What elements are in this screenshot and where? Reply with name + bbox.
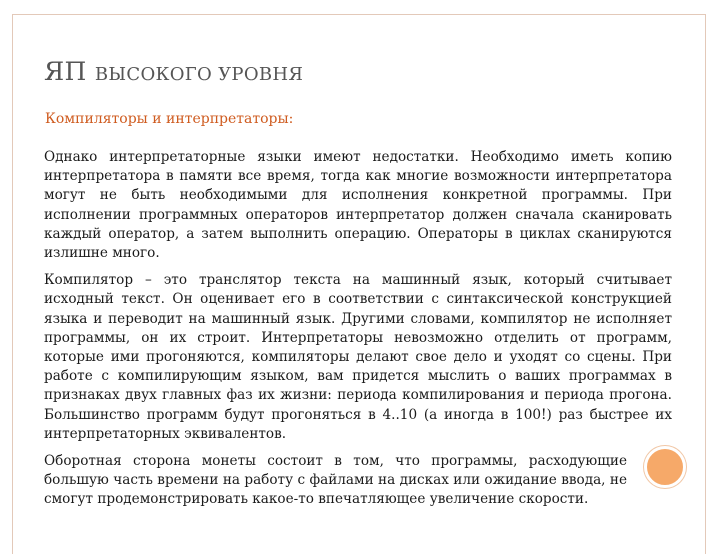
paragraph-flip-side: Оборотная сторона монеты состоит в том, что программы, расходующие большую часть времени на работу с файлами на дисках или ожидание ввода, не смогут продемонстрировать какое-то впечатляющее увеличение скорости. [44, 453, 627, 508]
slide-subtitle: Компиляторы и интерпретаторы: [45, 111, 294, 127]
paragraph-compiler-definition: Компилятор – это транслятор текста на машинный язык, который считывает исходный текст. Он оценивает его в соответствии с синтаксической конструкцией языка и переводит на машинный язык. Другими словами, компилятор не исполняет программы, он их строит. Интерпретаторы невозможно отделить от программ, которые ими прогоняются, компиляторы делают свое дело и уходят со сцены. При работе с компилирующим языком, вам придется мыслить о ваших программах в признаках двух главных фаз их жизни: периода компилирования и периода прогона. Большинство программ будут прогоняться в 4..10 (а иногда в 100!) раз быстрее их интерпретаторных эквивалентов. [44, 272, 672, 442]
slide-title-cap: ЯП [44, 57, 87, 86]
decorative-circle [644, 446, 686, 488]
slide-title-rest: ВЫСОКОГО УРОВНЯ [94, 64, 304, 85]
paragraph-interpreter-drawbacks: Однако интерпретаторные языки имеют недостатки. Необходимо иметь копию интерпретатора в памяти все время, тогда как многие возможности интерпретатора могут не быть необходимыми для исполнения конкретной программы. При исполнении программных операторов интерпретатор должен сначала сканировать каждый оператор, а затем выполнить операцию. Операторы в циклах сканируются излишне много. [44, 149, 672, 262]
slide-title [44, 57, 303, 86]
slide-content [44, 148, 672, 518]
